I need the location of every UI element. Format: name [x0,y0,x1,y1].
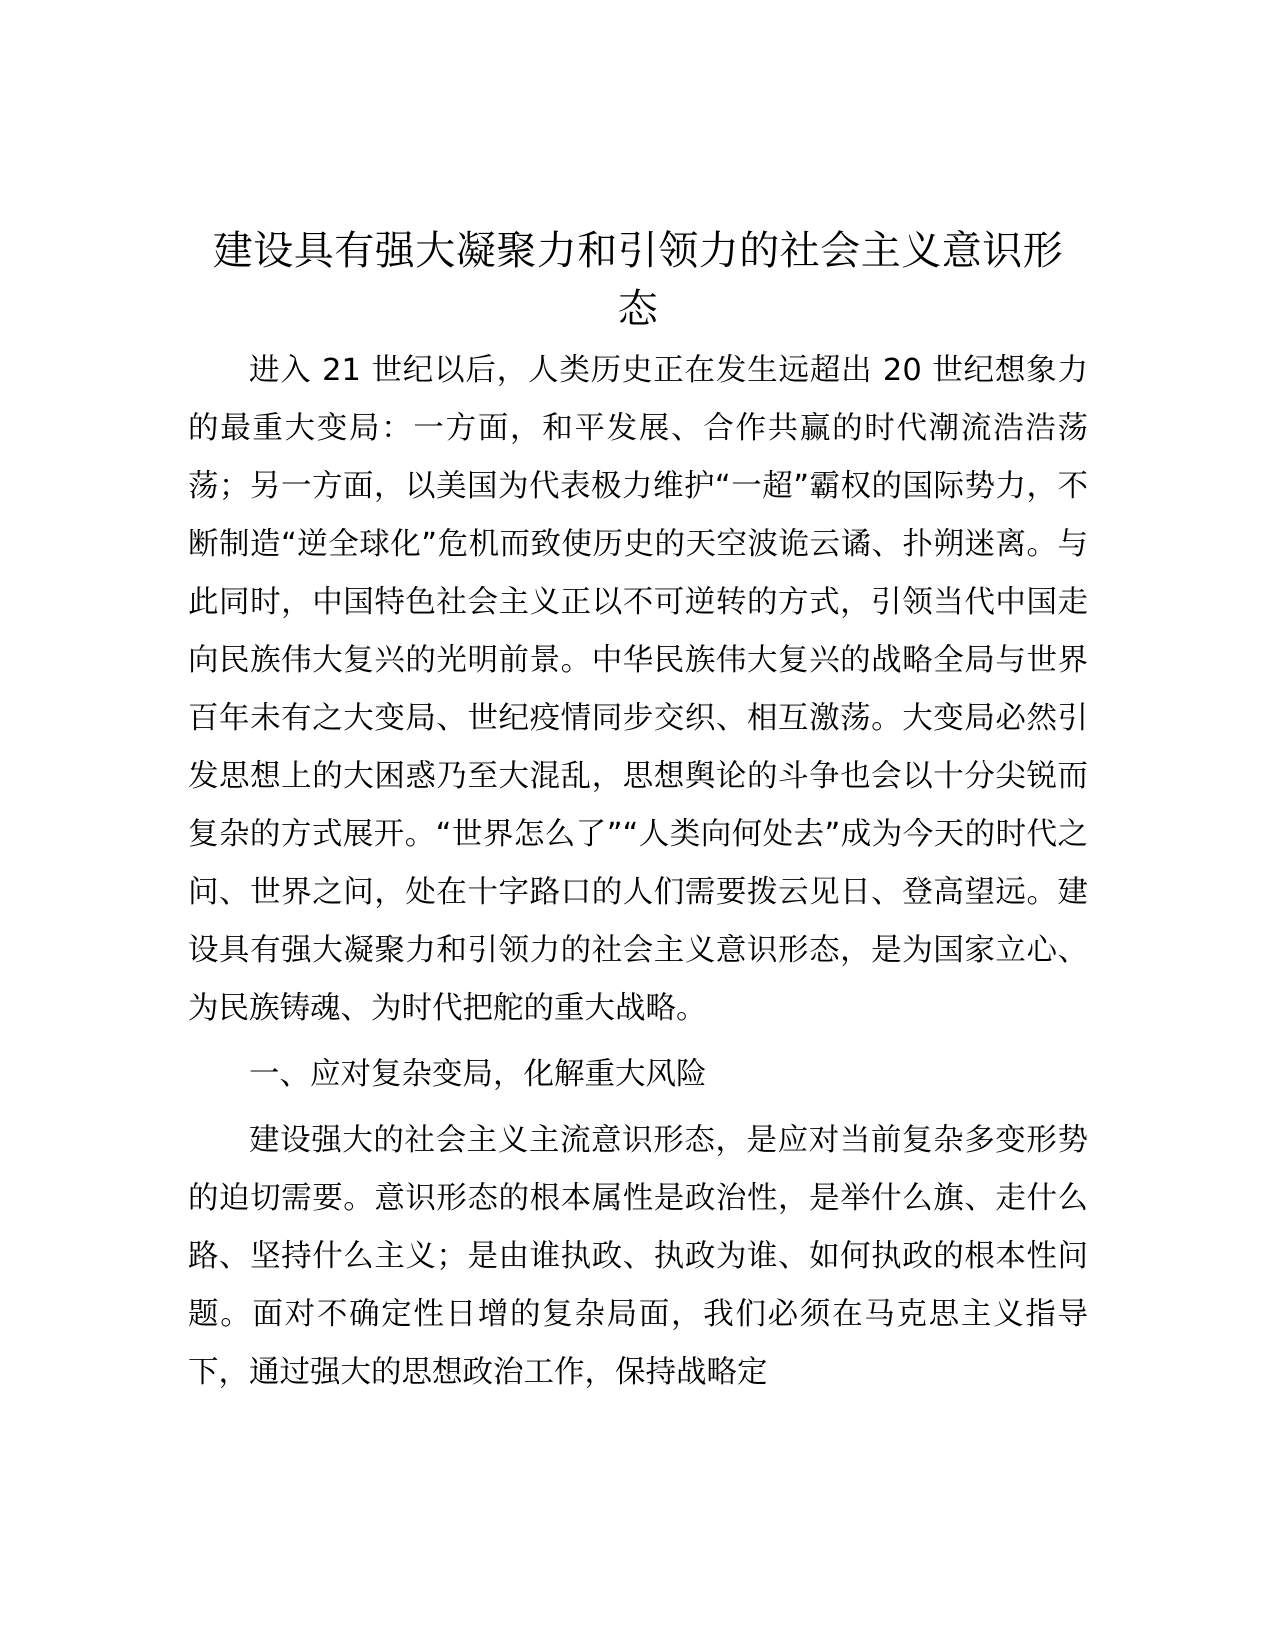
document-body [188,222,1088,1402]
document-title: 建设具有强大凝聚力和引领力的社会主义意识形态 [212,228,1064,332]
intro-paragraph: 进入 21 世纪以后，人类历史正在发生远超出 20 世纪想象力的最重大变局：一方面，和平发展、合作共赢的时代潮流浩浩荡荡；另一方面，以美国为代表极力维护“一超”霸权的国际势力，不断制造“逆全球化”危机而致使历史的天空波诡云谲、扑朔迷离。与此同时，中国特色社会主义正以不可逆转的方式，引领当代中国走向民族伟大复兴的光明前景。中华民族伟大复兴的战略全局与世界百年未有之大变局、世纪疫情同步交织、相互激荡。大变局必然引发思想上的大困惑乃至大混乱，思想舆论的斗争也会以十分尖锐而复杂的方式展开。“世界怎么了”“人类向何处去”成为今天的时代之问、世界之问，处在十字路口的人们需要拨云见日、登高望远。建设具有强大凝聚力和引领力的社会主义意识形态，是为国家立心、为民族铸魂、为时代把舵的重大战略。 [188,353,1088,1026]
section-heading: 一、应对复杂变局，化解重大风险 [249,1057,707,1092]
section-paragraph: 建设强大的社会主义主流意识形态，是应对当前复杂多变形势的迫切需要。意识形态的根本属性是政治性，是举什么旗、走什么路、坚持什么主义；是由谁执政、执政为谁、如何执政的根本性问题。面对不确定性日增的复杂局面，我们必须在马克思主义指导下，通过强大的思想政治工作，保持战略定 [188,1123,1088,1390]
